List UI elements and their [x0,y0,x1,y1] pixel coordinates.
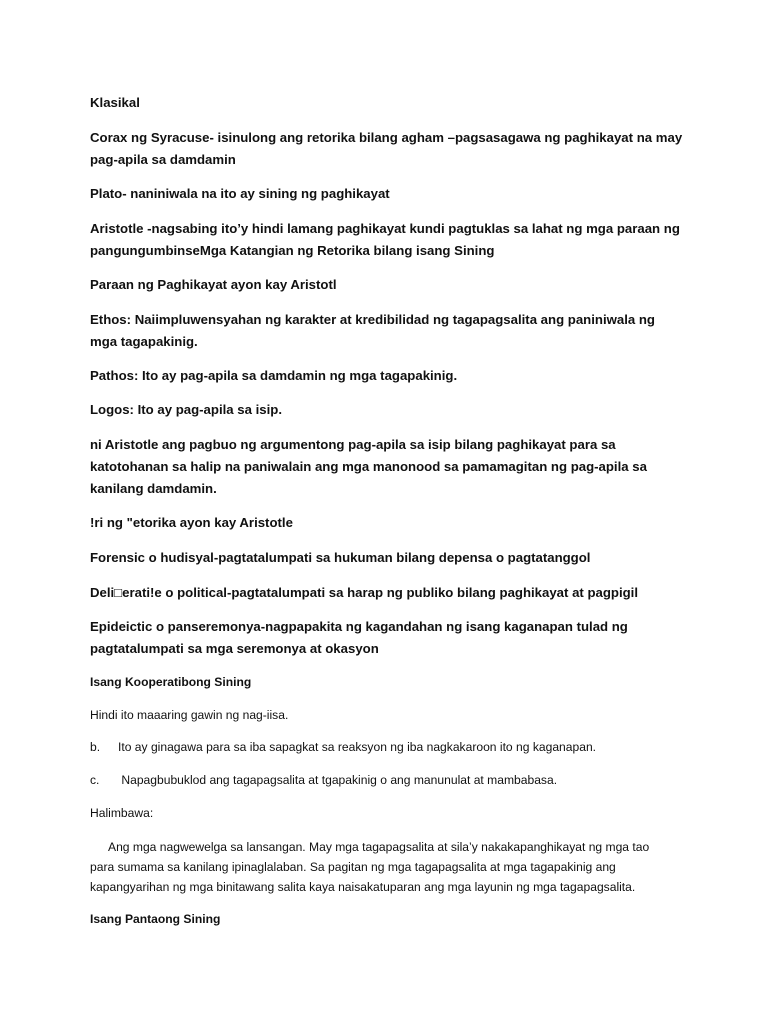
paragraph-hindi [90,705,682,725]
text-line: pag-apila sa damdamin [90,152,236,167]
paragraph-ethos [90,309,682,353]
heading-kooperatibong [90,672,682,692]
text-line [90,837,682,857]
list-marker: c. [90,773,100,787]
text-line: Halimbawa: [90,806,154,820]
paragraph-epideictic [90,616,682,660]
text-line: ni Aristotle ang pagbuo ng argumentong pag-apila sa isip bilang paghikayat para sa [90,437,616,452]
text-line-content: Ang mga nagwewelga sa lansangan. May mga tagapagsalita at sila’y nakakapanghikayat ng mga tao [108,840,650,854]
paragraph-logos [90,399,682,421]
paragraph-plato [90,183,682,205]
list-item-b [90,737,682,757]
text-line: Isang Pantaong Sining [90,912,221,926]
paragraph-forensic [90,547,682,569]
text-line: Deli□erati!e o political-pagtatalumpati sa harap ng publiko bilang paghikayat at pagpigil [90,585,639,600]
text-line: mga tagapakinig. [90,334,198,349]
paragraph-corax [90,127,682,171]
heading-halimbawa [90,803,682,823]
text-line: katotohanan sa halip na paniwalain ang mga manonood sa pamamagitan ng pag-apila sa [90,459,647,474]
heading-pantaong [90,909,682,929]
list-item-text: Ito ay ginagawa para sa iba sapagkat sa reaksyon ng iba nagkakaroon ito ng kaganapan. [118,740,597,754]
list-marker: b. [90,740,101,754]
text-line: Pathos: Ito ay pag-apila sa damdamin ng mga tagapakinig. [90,368,458,383]
paragraph-aristotle [90,218,682,262]
text-line: para sumama sa kanilang ipinaglalaban. Sa pagitan ng mga tagapagsalita at mga tagapakinig ang [90,860,616,874]
text-line: Paraan ng Paghikayat ayon kay Aristotl [90,277,337,292]
text-line: kanilang damdamin. [90,481,217,496]
heading-uri [90,512,682,534]
paragraph-deliberative [90,582,682,604]
text-line: Plato- naniniwala na ito ay sining ng paghikayat [90,186,390,201]
text-line: Hindi ito maaaring gawin ng nag-iisa. [90,708,289,722]
text-line: kapangyarihan ng mga binitawang salita kaya naisakatuparan ang mga layunin ng mga tagapagsalita. [90,880,636,894]
text-line: pagtatalumpati sa mga seremonya at okasyon [90,641,379,656]
paragraph-pathos [90,365,682,387]
text-line: !ri ng "etorika ayon kay Aristotle [90,515,293,530]
text-line: pangungumbinseMga Katangian ng Retorika bilang isang Sining [90,243,495,258]
text-line: Klasikal [90,95,140,110]
text-line: Isang Kooperatibong Sining [90,675,252,689]
text-line: Forensic o hudisyal-pagtatalumpati sa hukuman bilang depensa o pagtatanggol [90,550,591,565]
list-item-text: Napagbubuklod ang tagapagsalita at tgapakinig o ang manunulat at mambabasa. [118,773,558,787]
text-line: Epideictic o panseremonya-nagpapakita ng kagandahan ng isang kaganapan tulad ng [90,619,628,634]
heading-klasikal [90,92,682,114]
text-line: Ethos: Naiimpluwensyahan ng karakter at kredibilidad ng tagapagsalita ang paniniwala ng [90,312,655,327]
text-line: Aristotle -nagsabing ito’y hindi lamang paghikayat kundi pagtuklas sa lahat ng mga paraan ng [90,221,680,236]
paragraph-ni-aristotle [90,434,682,500]
paragraph-halimbawa [90,837,682,897]
list-item-c [90,770,682,790]
text-line: Logos: Ito ay pag-apila sa isip. [90,402,282,417]
heading-paraan [90,274,682,296]
text-line: Corax ng Syracuse- isinulong ang retorika bilang agham –pagsasagawa ng paghikayat na may [90,130,683,145]
